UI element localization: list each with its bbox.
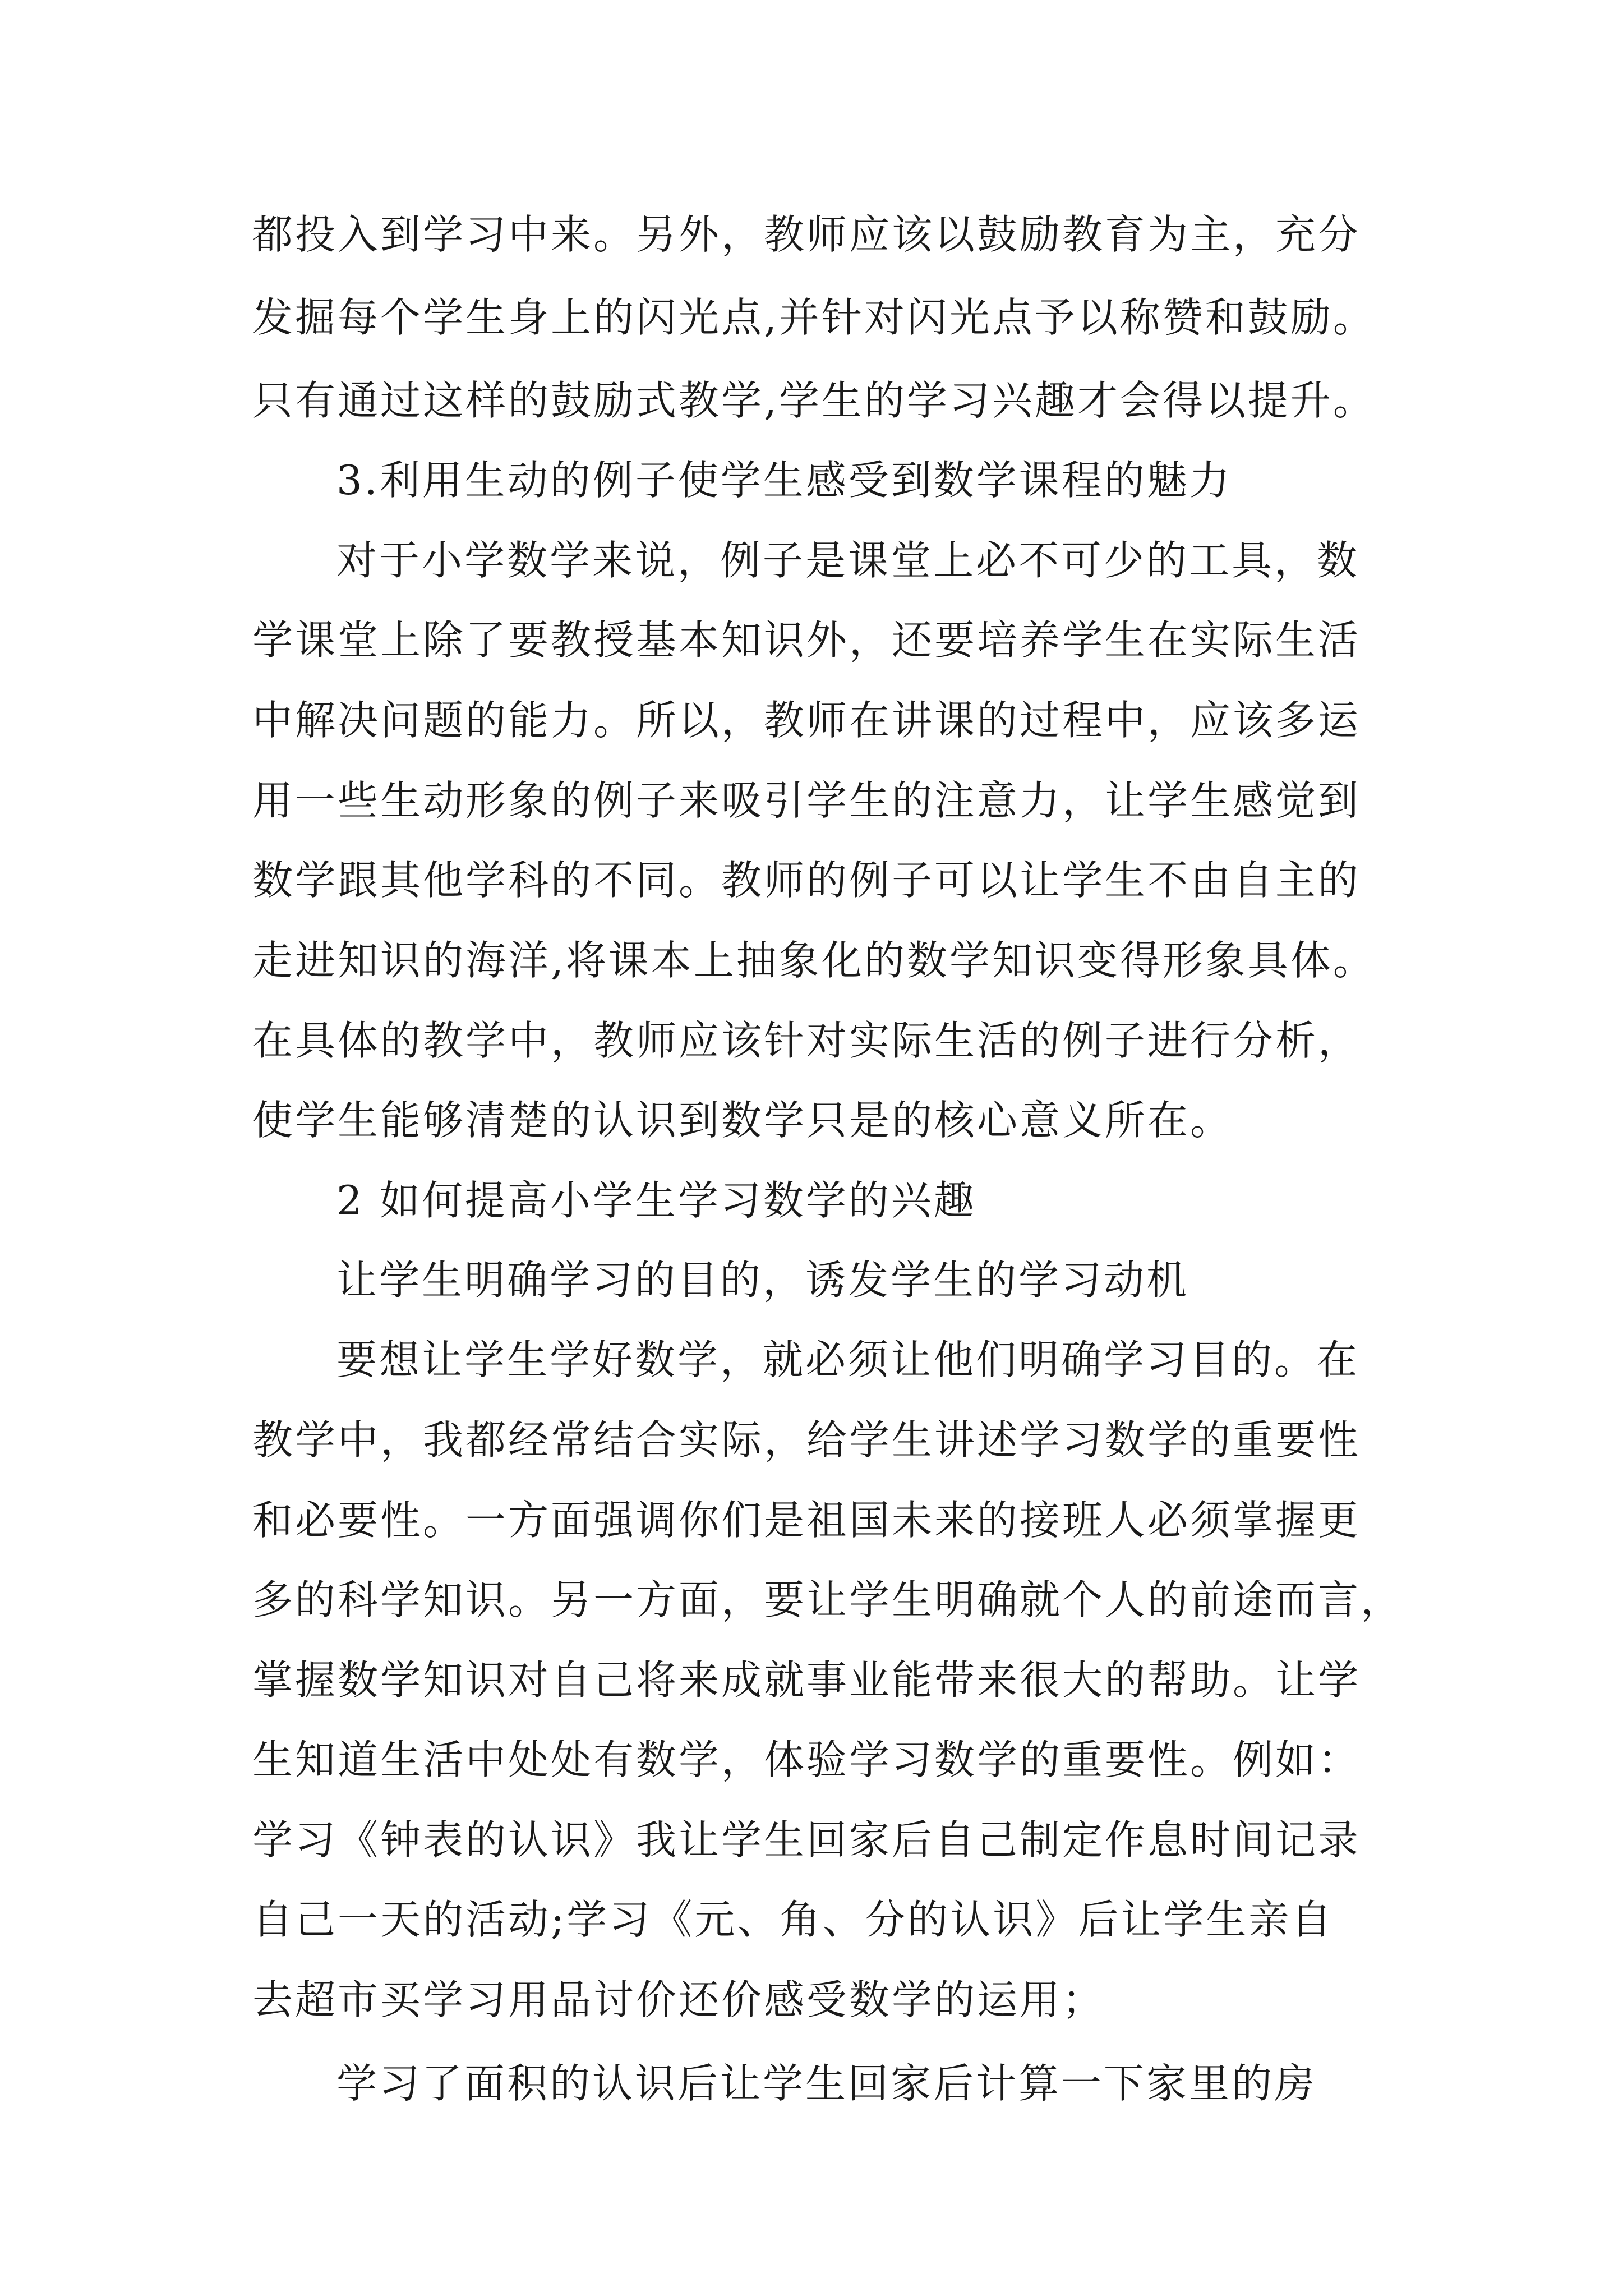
text-line: 教学中，我都经常结合实际，给学生讲述学习数学的重要性 <box>252 1416 1361 1464</box>
text-line: 数学跟其他学科的不同。教师的例子可以让学生不由自主的 <box>252 857 1361 904</box>
subsection-heading: 让学生明确学习的目的，诱发学生的学习动机 <box>336 1257 1189 1304</box>
text-line: 中解决问题的能力。所以，教师在讲课的过程中，应该多运 <box>252 697 1361 744</box>
text-line: 对于小学数学来说，例子是课堂上必不可少的工具，数 <box>336 537 1360 584</box>
section-heading: 2 如何提高小学生学习数学的兴趣 <box>336 1177 976 1224</box>
text-line: 使学生能够清楚的认识到数学只是的核心意义所在。 <box>252 1097 1233 1144</box>
text-line: 掌握数学知识对自己将来成就事业能带来很大的帮助。让学 <box>252 1657 1361 1704</box>
text-line: 在具体的教学中，教师应该针对实际生活的例子进行分析， <box>252 1017 1361 1064</box>
text-line: 走进知识的海洋,将课本上抽象化的数学知识变得形象具体。 <box>252 937 1376 984</box>
text-line: 多的科学知识。另一方面，要让学生明确就个人的前途而言， <box>252 1576 1404 1623</box>
text-line: 学习了面积的认识后让学生回家后计算一下家里的房 <box>336 2060 1317 2107</box>
text-line: 生知道生活中处处有数学，体验学习数学的重要性。例如： <box>252 1736 1361 1783</box>
text-line: 发掘每个学生身上的闪光点,并针对闪光点予以称赞和鼓励。 <box>252 294 1376 341</box>
section-heading: 3.利用生动的例子使学生感受到数学课程的魅力 <box>336 457 1232 504</box>
text-line: 去超市买学习用品讨价还价感受数学的运用； <box>252 1976 1105 2023</box>
text-line: 和必要性。一方面强调你们是祖国未来的接班人必须掌握更 <box>252 1497 1361 1544</box>
text-line: 用一些生动形象的例子来吸引学生的注意力，让学生感觉到 <box>252 777 1361 824</box>
text-line: 要想让学生学好数学，就必须让他们明确学习目的。在 <box>336 1336 1360 1383</box>
text-line: 学课堂上除了要教授基本知识外，还要培养学生在实际生活 <box>252 616 1361 664</box>
text-line: 只有通过这样的鼓励式教学,学生的学习兴趣才会得以提升。 <box>252 377 1376 424</box>
text-line: 学习《钟表的认识》我让学生回家后自己制定作息时间记录 <box>252 1816 1361 1864</box>
text-line: 自己一天的活动;学习《元、角、分的认识》后让学生亲自 <box>252 1896 1334 1943</box>
text-line: 都投入到学习中来。另外，教师应该以鼓励教育为主，充分 <box>252 211 1361 258</box>
